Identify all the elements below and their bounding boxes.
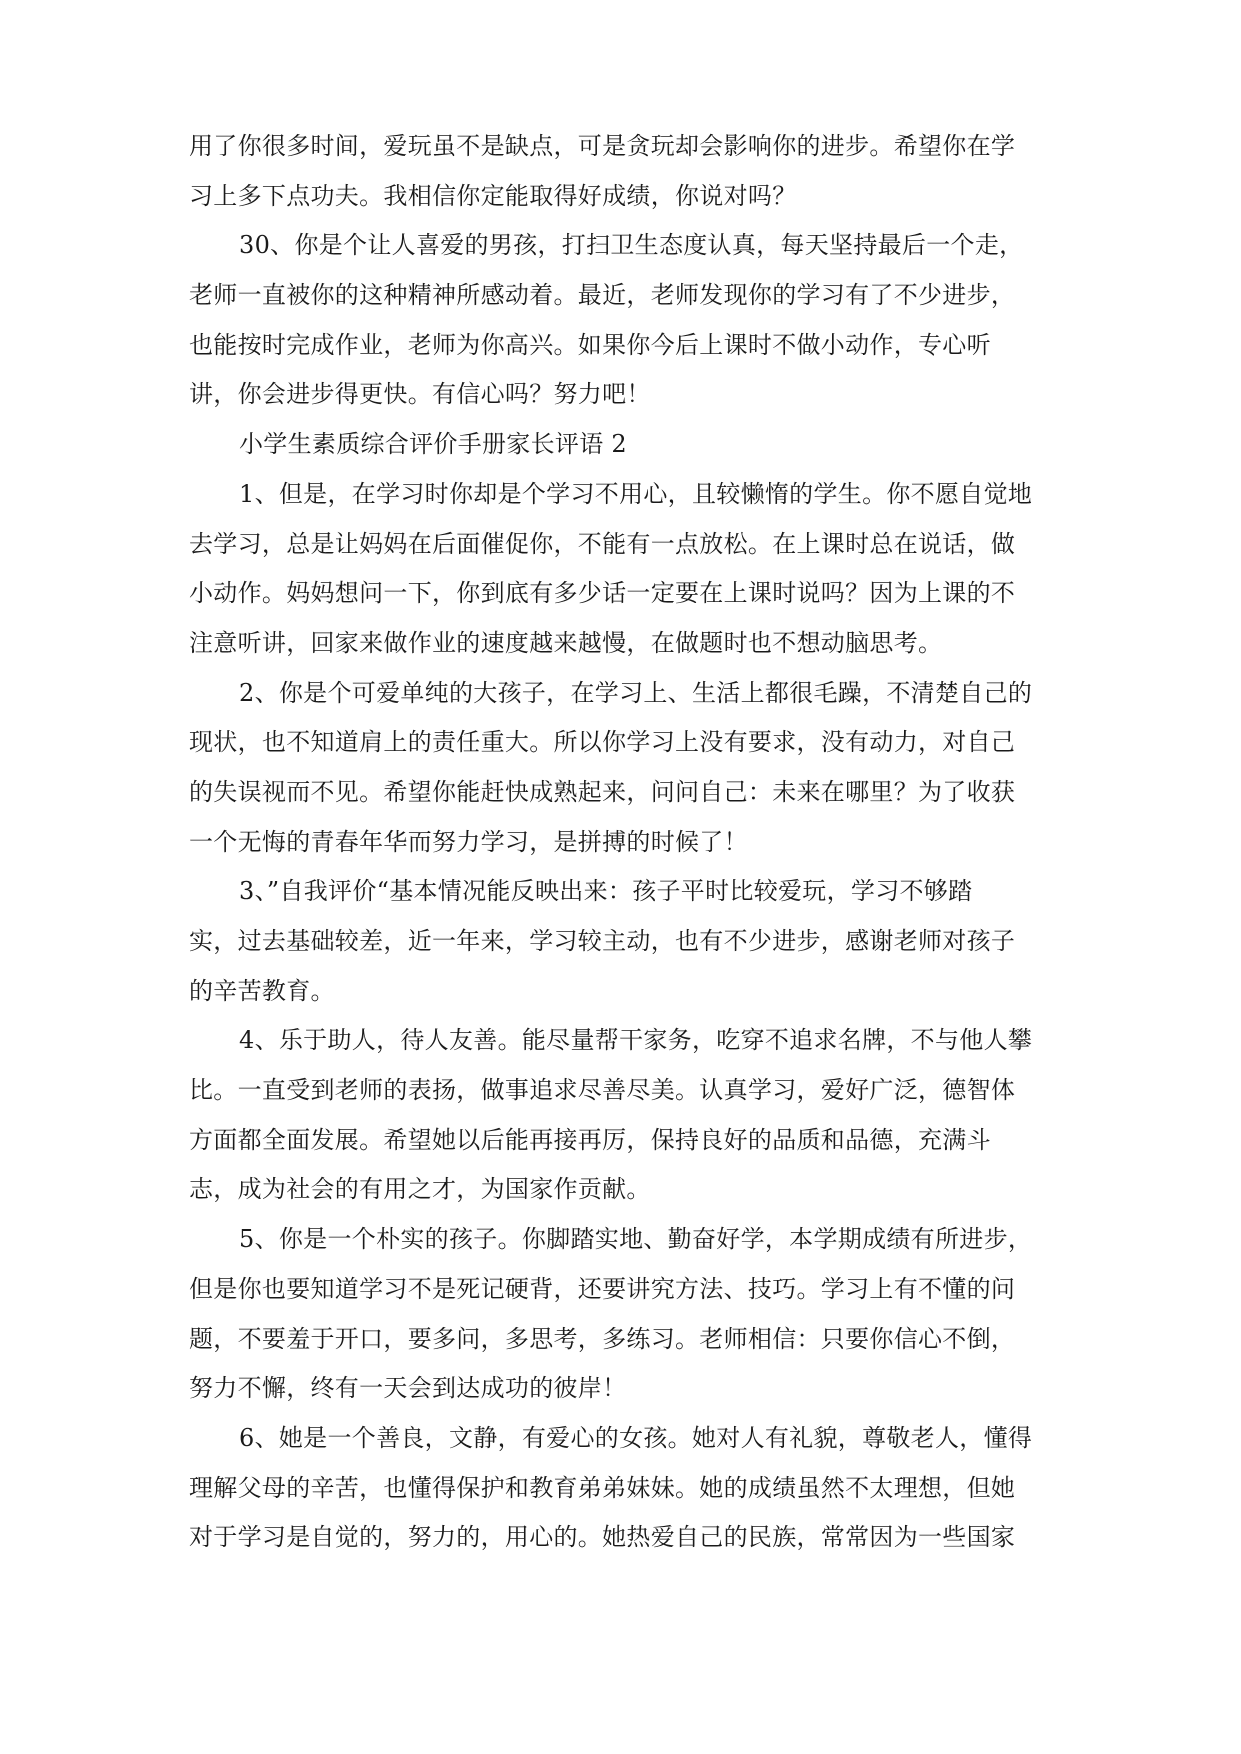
paragraph-first-line: 4、乐于助人，待人友善。能尽量帮干家务，吃穿不追求名牌，不与他人攀 [239,1026,1033,1055]
paragraph-first-line: 2、你是个可爱单纯的大孩子，在学习上、生活上都很毛躁，不清楚自己的 [239,678,1033,707]
text-line: 习上多下点功夫。我相信你定能取得好成绩，你说对吗？ [189,181,797,210]
text-line: 比。一直受到老师的表扬，做事追求尽善尽美。认真学习，爱好广泛，德智体 [189,1076,1016,1105]
text-line: 志，成为社会的有用之才，为国家作贡献。 [189,1175,651,1204]
text-line: 去学习，总是让妈妈在后面催促你，不能有一点放松。在上课时总在说话，做 [189,529,1016,558]
text-line: 的辛苦教育。 [189,976,335,1005]
text-line: 老师一直被你的这种精神所感动着。最近，老师发现你的学习有了不少进步， [189,281,1016,310]
text-line: 实，过去基础较差，近一年来，学习较主动，也有不少进步，感谢老师对孩子 [189,927,1016,955]
text-line: 题，不要羞于开口，要多问，多思考，多练习。老师相信：只要你信心不倒， [189,1324,1016,1353]
text-line: 一个无悔的青春年华而努力学习，是拼搏的时候了！ [189,827,748,856]
paragraph-first-line: 3、”自我评价“基本情况能反映出来：孩子平时比较爱玩，学习不够踏 [239,877,973,906]
document-body [189,122,1059,1563]
text-line: 现状，也不知道肩上的责任重大。所以你学习上没有要求，没有动力，对自己 [189,728,1016,757]
text-line: 对于学习是自觉的，努力的，用心的。她热爱自己的民族，常常因为一些国家 [189,1523,1016,1552]
paragraph-first-line: 30、你是个让人喜爱的男孩，打扫卫生态度认真，每天坚持最后一个走， [239,231,1024,260]
text-line: 理解父母的辛苦，也懂得保护和教育弟弟妹妹。她的成绩虽然不太理想，但她 [189,1473,1016,1502]
paragraph-first-line: 6、她是一个善良，文静，有爱心的女孩。她对人有礼貌，尊敬老人，懂得 [239,1423,1033,1452]
text-line: 的失误视而不见。希望你能赶快成熟起来，问问自己：未来在哪里？为了收获 [189,777,1016,806]
paragraph-first-line: 5、你是一个朴实的孩子。你脚踏实地、勤奋好学，本学期成绩有所进步， [239,1225,1033,1254]
paragraph-first-line: 小学生素质综合评价手册家长评语 2 [239,430,627,459]
text-line: 注意听讲，回家来做作业的速度越来越慢，在做题时也不想动脑思考。 [189,628,943,657]
text-line: 讲，你会进步得更快。有信心吗？努力吧！ [189,380,651,409]
paragraph-first-line: 1、但是，在学习时你却是个学习不用心，且较懒惰的学生。你不愿自觉地 [239,479,1033,508]
text-line: 方面都全面发展。希望她以后能再接再厉，保持良好的品质和品德，充满斗 [189,1125,991,1154]
text-line: 也能按时完成作业，老师为你高兴。如果你今后上课时不做小动作，专心听 [189,330,991,359]
text-line: 小动作。妈妈想问一下，你到底有多少话一定要在上课时说吗？因为上课的不 [189,579,1016,608]
text-line: 用了你很多时间，爱玩虽不是缺点，可是贪玩却会影响你的进步。希望你在学 [189,132,1016,160]
text-line: 努力不懈，终有一天会到达成功的彼岸！ [189,1374,627,1403]
text-line: 但是你也要知道学习不是死记硬背，还要讲究方法、技巧。学习上有不懂的问 [189,1274,1016,1303]
